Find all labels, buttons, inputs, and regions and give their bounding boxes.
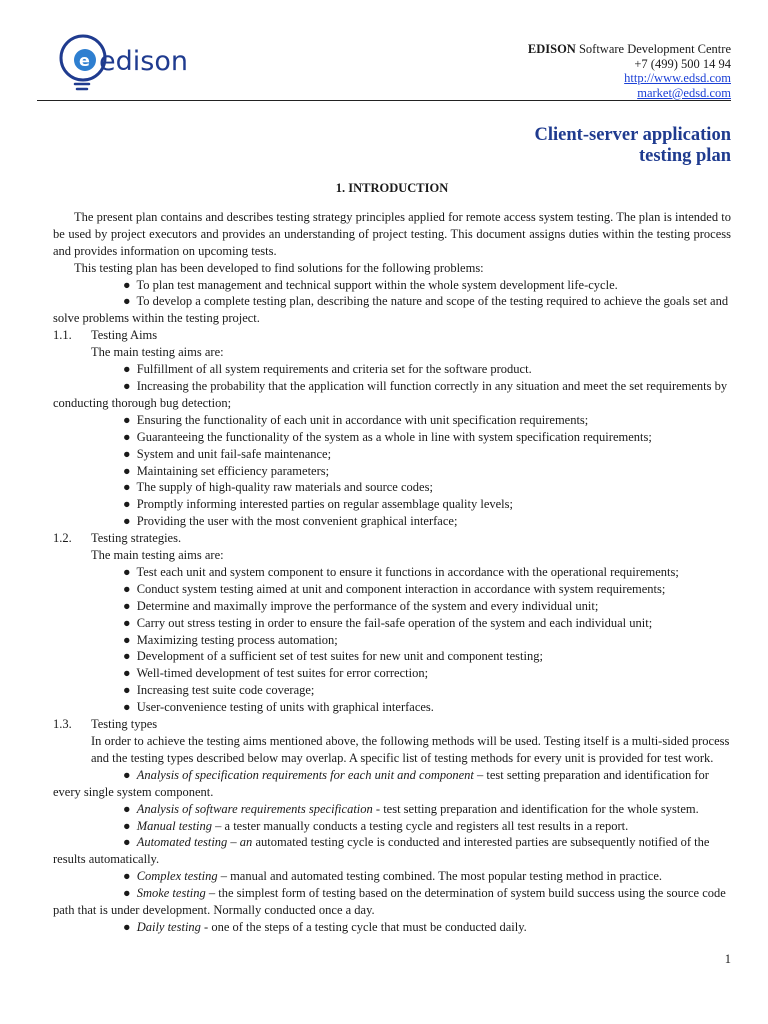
list-item: ● Determine and maximally improve the performance of the system and every individual unit; [123,598,599,613]
list-item: ● Ensuring the functionality of each unit in accordance with unit specification requirements; [123,412,589,427]
subsection-lead: In order to achieve the testing aims mentioned above, the following methods will be used. Testing itself is a multi-sided process and the testing types described below may overlap. A specific list of testing methods for every unit is provided for test work. [91,734,730,765]
list-item: ● Increasing test suite code coverage; [123,683,315,698]
list-item: ● Maintaining set efficiency parameters; [123,463,330,478]
company-line: EDISON Software Development Centre [527,42,731,56]
list-item: ● To develop a complete testing plan, describing the nature and scope of the testing required to achieve the goals set and solve problems within the testing project. [53,294,729,326]
list-item: ● Providing the user with the most convenient graphical interface; [123,514,458,529]
list-item: ● The supply of high-quality raw materials and source codes; [123,480,433,495]
list-item: ● Manual testing – a tester manually conducts a testing cycle and registers all test results in a report. [123,818,629,833]
list-item: ● Fulfillment of all system requirements and criteria set for the software product. [123,362,532,377]
intro-paragraph: This testing plan has been developed to find solutions for the following problems: [74,260,484,275]
list-item: ● Conduct system testing aimed at unit and component interaction in accordance with system requirements; [123,581,666,596]
section-heading-introduction: 1. INTRODUCTION [335,181,449,195]
list-item: ● Increasing the probability that the application will function correctly in any situation and meet the set requirements by conducting thorough bug detection; [53,378,728,410]
list-item: ● Analysis of software requirements specification - test setting preparation and identification for the whole system. [123,801,699,816]
email-link[interactable]: market@edsd.com [637,85,731,100]
list-item: ● Promptly informing interested parties on regular assemblage quality levels; [123,497,513,512]
document-body [53,180,731,936]
intro-paragraph: The present plan contains and describes testing strategy principles applied for remote access system testing. The plan is intended to be used by project executors and provides an understanding of project testing. This document assigns duties within the testing process and provides information on upcoming tests. [53,209,731,258]
subsection-heading: 1.2. Testing strategies. [53,531,182,546]
list-item: ● Analysis of specification requirements for each unit and component – test setting preparation and identification for every single system component. [53,767,709,799]
subsection-lead: The main testing aims are: [91,345,224,360]
list-item: ● To plan test management and technical support within the whole system development life-cycle. [123,277,618,292]
list-item: ● Test each unit and system component to ensure it functions in accordance with the operational requirements; [123,564,679,579]
list-item: ● Carry out stress testing in order to ensure the fail-safe operation of the system and each individual unit; [123,615,653,630]
svg-text:edison: edison [99,46,188,77]
contact-block [528,42,731,100]
list-item: ● User-convenience testing of units with graphical interfaces. [123,700,434,715]
list-item: ● Maximizing testing process automation; [123,632,338,647]
list-item: ● Daily testing - one of the steps of a testing cycle that must be conducted daily. [123,919,527,934]
subsection-heading: 1.3. Testing types [53,717,158,732]
phone-number: +7 (499) 500 14 94 [634,56,731,71]
edison-logo [55,28,195,98]
list-item: ● Complex testing – manual and automated testing combined. The most popular testing method in practice. [123,869,663,884]
list-item: ● Automated testing – an automated testing cycle is conducted and interested parties are subsequently notified of the results automatically. [53,835,710,867]
website-link[interactable]: http://www.edsd.com [624,71,731,85]
subsection-lead: The main testing aims are: [91,548,224,563]
list-item: ● Development of a sufficient set of test suites for new unit and component testing; [123,649,543,664]
list-item: ● Well-timed development of test suites for error correction; [123,666,429,681]
document-title: Client-server application testing plan [534,125,731,166]
list-item: ● System and unit fail-safe maintenance; [123,446,332,461]
subsection-heading: 1.1. Testing Aims [53,328,158,343]
svg-text:e: e [79,51,90,70]
list-item: ● Guaranteeing the functionality of the system as a whole in line with system specification requirements; [123,429,652,444]
list-item: ● Smoke testing – the simplest form of testing based on the determination of system build success using the source code path that is under development. Normally conducted once a day. [53,886,726,918]
page-number: 1 [724,952,731,966]
header-divider [37,100,731,101]
